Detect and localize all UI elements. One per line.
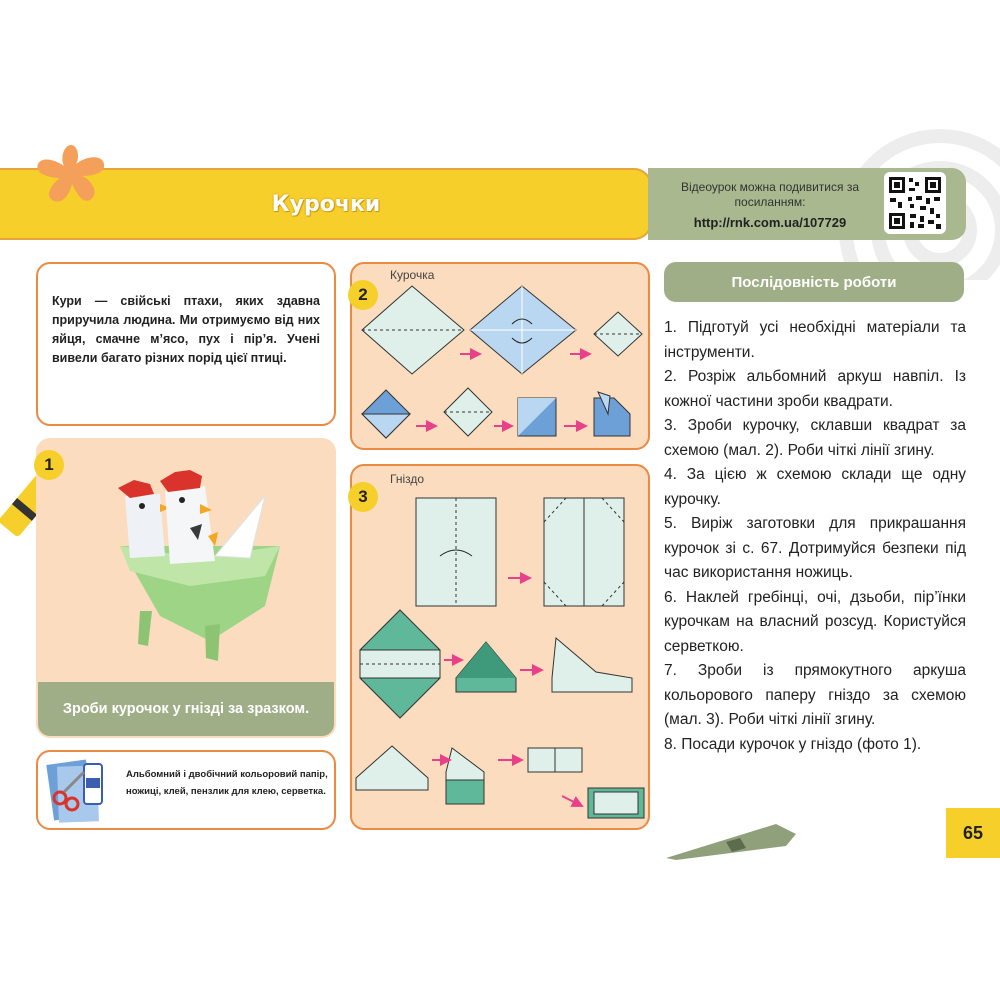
video-lesson-text: Відеоурок можна подивитися за посиланням: [680,180,860,209]
step-item: 2. Розріж альбомний аркуш навпіл. Із кожної частини зроби квадрати. [664,368,966,410]
hen-diagram-label: Курочка [390,268,435,282]
hen-diagram-badge: 2 [348,280,378,310]
step-item: 8. Посади курочок у гніздо (фото 1). [664,735,922,753]
page-number: 65 [946,808,1000,858]
step-item: 7. Зроби із прямокутного аркуша кольорового паперу гніздо за схемою (мал. 3). Роби чіткі лінії згину. [664,662,966,728]
materials-icon [44,754,120,826]
nest-diagram-label: Гніздо [390,472,425,486]
step-item: 3. Зроби курочку, склавши квадрат за схемою (мал. 2). Роби чіткі лінії згину. [664,417,966,459]
step-item: 4. За цією ж схемою склади ще одну курочку. [664,466,966,508]
step-item: 5. Виріж заготовки для прикрашання курочок зі с. 67. Дотримуйся безпеки під час використання ножиць. [664,515,966,581]
intro-text: Кури — свійські птахи, яких здавна приручила людина. Ми отримуємо від них яйця, смачне м’ясо, пух і пір’я. Учені вивели багато різних порід цієї птиці. [52,294,320,365]
step-item: 1. Підготуй усі необхідні матеріали та інструменти. [664,319,966,361]
sequence-title: Послідовність роботи [664,262,964,302]
photo-caption: Зроби курочок у гнізді за зразком. [38,682,334,736]
page-title: Курочки [271,191,381,217]
qr-code[interactable] [884,172,946,234]
step-item: 6. Наклей гребінці, очі, дзьоби, пір’їнки курочкам на власний розсуд. Користуйся серветкою. [664,588,966,655]
nest-folding-diagram [352,466,648,828]
photo-number-badge: 1 [34,450,64,480]
hen-folding-diagram [352,264,648,448]
crayon-decoration-bottom [666,818,806,860]
materials-text: Альбомний і двобічний кольоровий папір, ножиці, клей, пензлик для клею, серветка. [126,769,328,797]
origami-hens-photo [90,466,290,666]
steps-list [664,316,966,757]
video-lesson-url[interactable]: http://rnk.com.ua/107729 [693,215,847,230]
nest-diagram-badge: 3 [348,482,378,512]
